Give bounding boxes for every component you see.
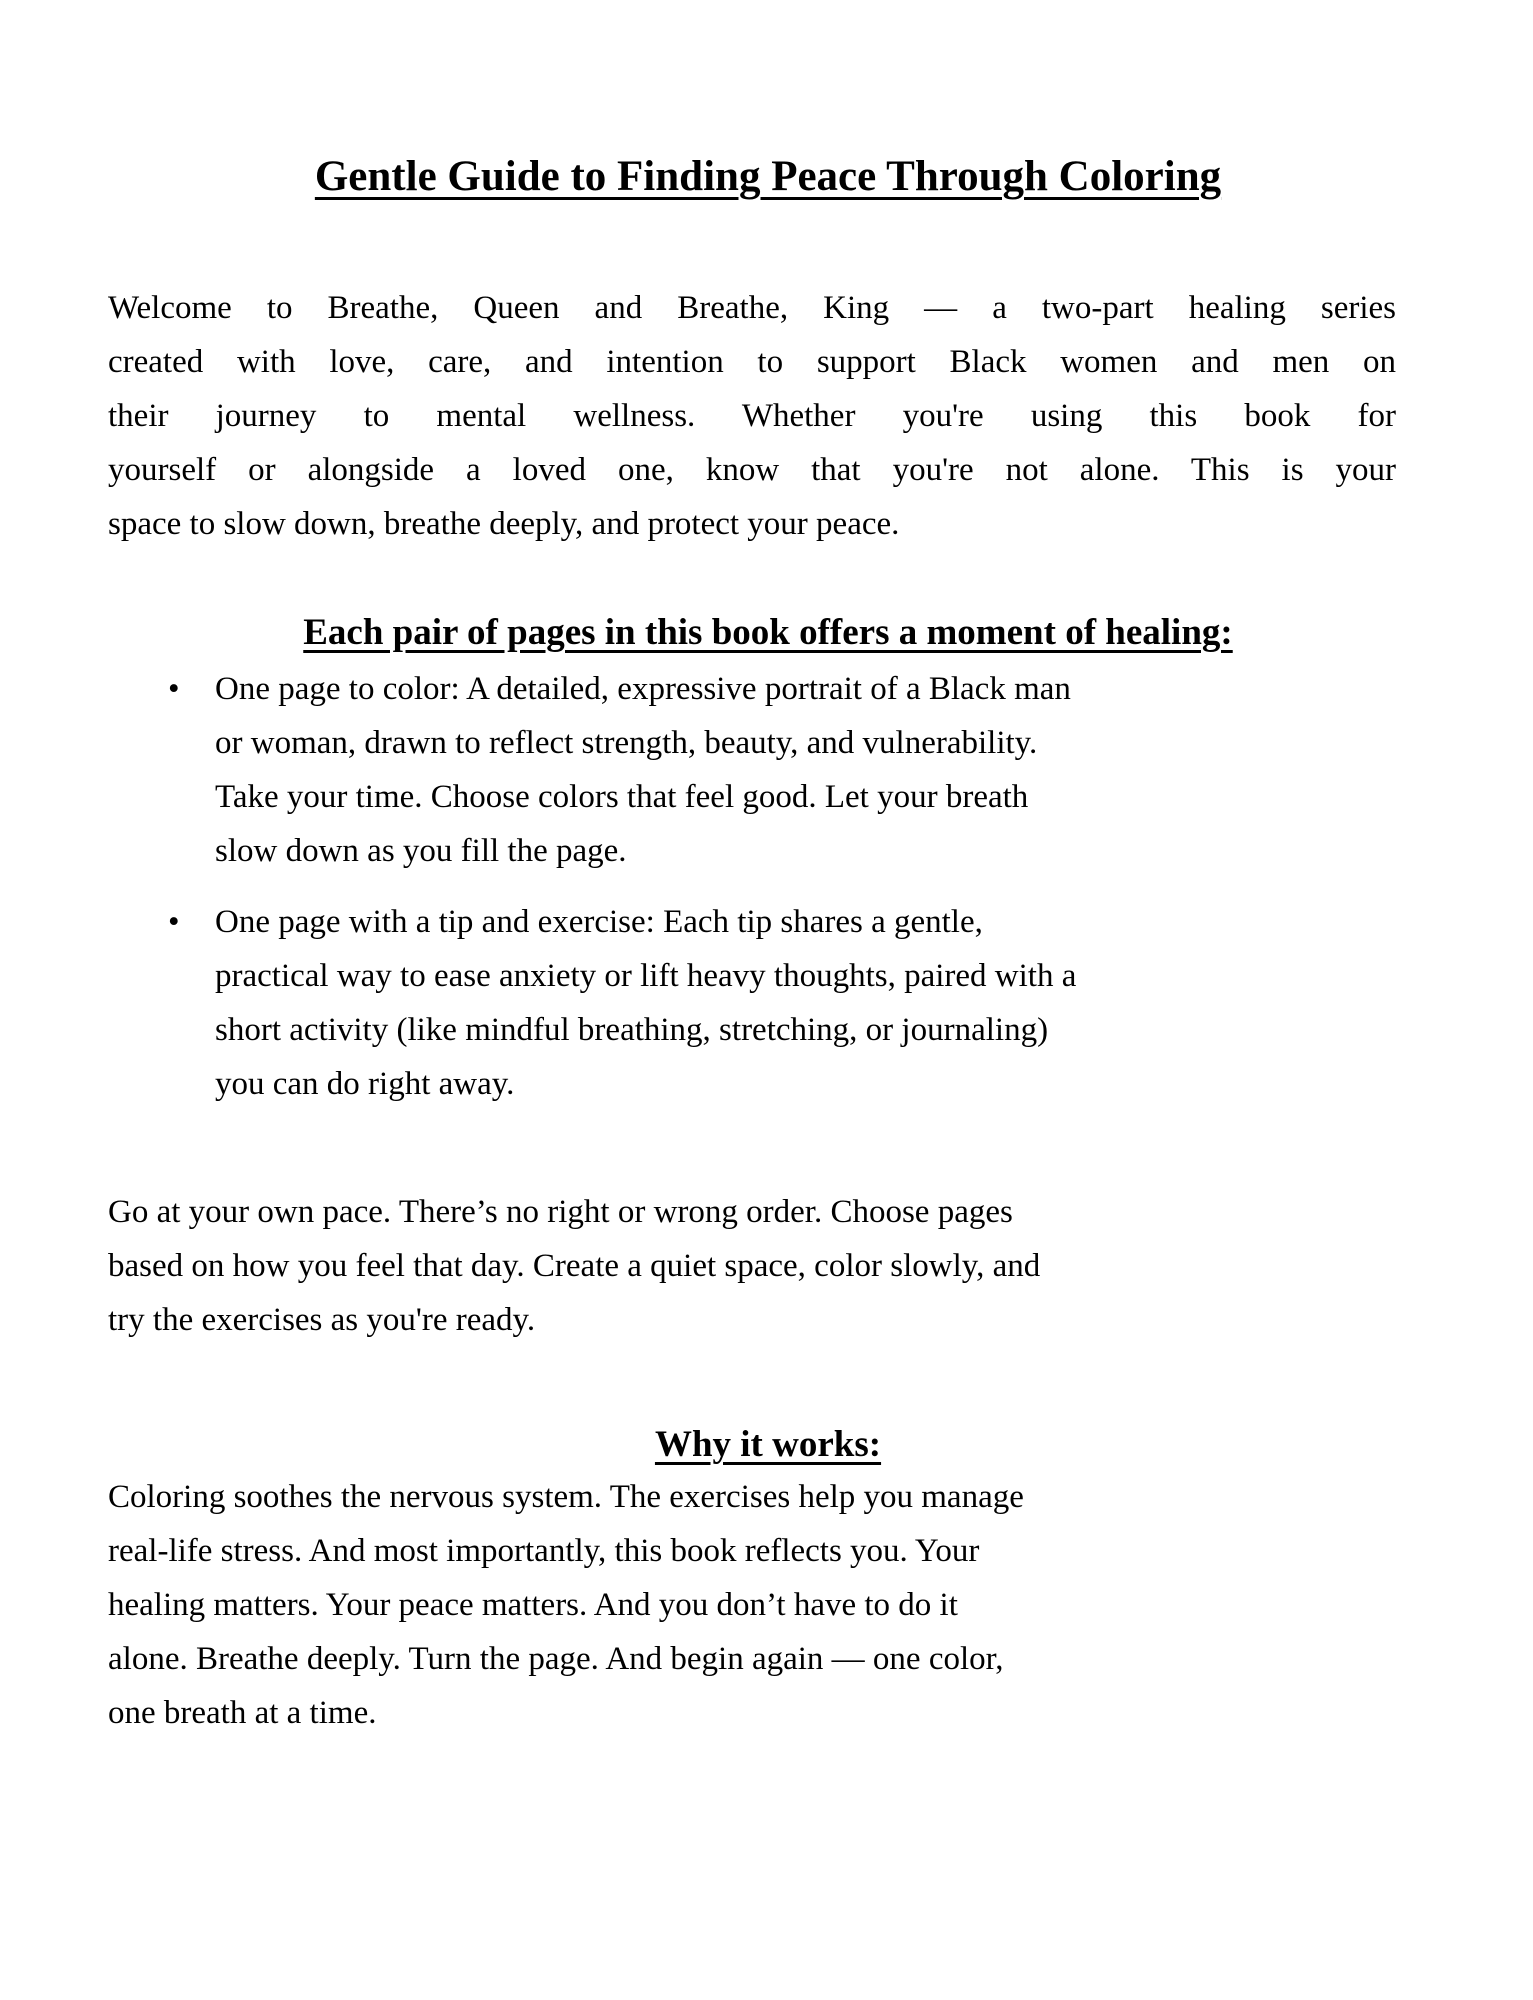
text-line: Welcome to Breathe, Queen and Breathe, King — a two-part healing series (108, 290, 1396, 326)
text-line: slow down as you fill the page. (215, 833, 627, 869)
text-line: created with love, care, and intention to support Black women and men on (108, 344, 1396, 380)
list-item (108, 895, 1396, 1111)
text-line: their journey to mental wellness. Whether you're using this book for (108, 398, 1396, 434)
document-title: Gentle Guide to Finding Peace Through Coloring (314, 153, 1222, 200)
section-heading-why-it-works: Why it works: (654, 1424, 882, 1465)
text-line: Take your time. Choose colors that feel good. Let your breath (215, 779, 1029, 815)
text-line: space to slow down, breathe deeply, and protect your peace. (108, 506, 900, 542)
bullet-list (108, 662, 1396, 1111)
why-paragraph (108, 1470, 1396, 1740)
text-line: One page with a tip and exercise: Each tip shares a gentle, (215, 904, 983, 940)
text-line: you can do right away. (215, 1066, 515, 1102)
text-line: real-life stress. And most importantly, this book reflects you. Your (108, 1533, 980, 1569)
list-item (108, 662, 1396, 878)
bullet-icon: • (168, 671, 180, 707)
text-line: based on how you feel that day. Create a quiet space, color slowly, and (108, 1248, 1041, 1284)
text-line: one breath at a time. (108, 1695, 377, 1731)
pace-paragraph (108, 1185, 1396, 1347)
text-line: short activity (like mindful breathing, stretching, or journaling) (215, 1012, 1049, 1048)
text-line: healing matters. Your peace matters. And you don’t have to do it (108, 1587, 958, 1623)
text-line: Coloring soothes the nervous system. The exercises help you manage (108, 1479, 1024, 1515)
text-line: or woman, drawn to reflect strength, beauty, and vulnerability. (215, 725, 1038, 761)
text-line: try the exercises as you're ready. (108, 1302, 536, 1338)
intro-paragraph (108, 281, 1396, 551)
text-line: Go at your own pace. There’s no right or wrong order. Choose pages (108, 1194, 1013, 1230)
section-heading-healing: Each pair of pages in this book offers a moment of healing: (303, 612, 1233, 653)
text-line: practical way to ease anxiety or lift heavy thoughts, paired with a (215, 958, 1077, 994)
text-line: yourself or alongside a loved one, know that you're not alone. This is your (108, 452, 1396, 488)
text-line: alone. Breathe deeply. Turn the page. And begin again — one color, (108, 1641, 1004, 1677)
bullet-icon: • (168, 904, 180, 940)
text-line: One page to color: A detailed, expressive portrait of a Black man (215, 671, 1071, 707)
